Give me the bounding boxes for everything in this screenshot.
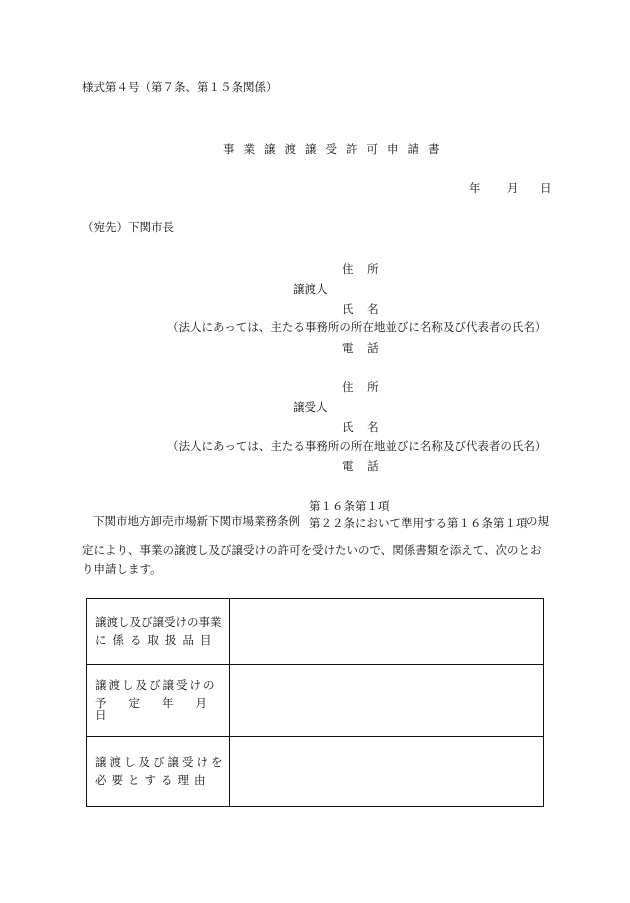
form-title: 事業譲渡譲受許可申請書 bbox=[223, 142, 449, 156]
transferor-role: 譲渡人 bbox=[293, 282, 328, 296]
row-value-items[interactable] bbox=[230, 599, 544, 665]
row-label-line: 譲渡し及び譲受けの事業 bbox=[95, 614, 222, 629]
addressee: （宛先）下関市長 bbox=[82, 220, 174, 234]
row-label-line: 予定年月日 bbox=[95, 696, 229, 722]
table-row-reason bbox=[87, 737, 544, 807]
transferor-address-label: 住 所 bbox=[342, 262, 384, 276]
paragraph-suffix: の規 bbox=[526, 514, 549, 528]
clause-upper: 第１６条第１項 bbox=[309, 499, 390, 513]
row-label-line: 譲渡し及び譲受けの bbox=[95, 677, 217, 692]
transferee-address-label: 住 所 bbox=[342, 380, 384, 394]
transferor-name-label: 氏 名 bbox=[342, 302, 384, 316]
transferee-role: 譲受人 bbox=[293, 400, 328, 414]
row-label-reason bbox=[87, 737, 230, 807]
transferee-phone-label: 電 話 bbox=[342, 459, 384, 473]
row-label-line: に係る取扱品目 bbox=[95, 633, 218, 647]
table-row-date bbox=[87, 665, 544, 737]
paragraph-line-2: 定により、事業の譲渡し及び譲受けの許可を受けたいので、関係書類を添えて、次のとお bbox=[82, 543, 542, 557]
row-label-date bbox=[87, 665, 230, 737]
transferor-note: （法人にあっては、主たる事務所の所在地並びに名称及び代表者の氏名） bbox=[167, 320, 547, 334]
transferee-note: （法人にあっては、主たる事務所の所在地並びに名称及び代表者の氏名） bbox=[167, 439, 547, 453]
date-year: 年 bbox=[469, 181, 481, 195]
row-label-line: 譲渡し及び譲受けを bbox=[95, 754, 226, 769]
table-row-items bbox=[87, 599, 544, 665]
row-label-line: 必要とする理由 bbox=[95, 773, 211, 787]
row-label-items bbox=[87, 599, 230, 665]
date-day: 日 bbox=[540, 181, 552, 195]
transferor-phone-label: 電 話 bbox=[342, 341, 384, 355]
form-number: 様式第４号（第７条、第１５条関係） bbox=[82, 80, 278, 94]
date-month: 月 bbox=[507, 181, 519, 195]
row-value-date[interactable] bbox=[230, 665, 544, 737]
application-details-table bbox=[86, 598, 544, 807]
row-value-reason[interactable] bbox=[230, 737, 544, 807]
ordinance-name: 下関市地方卸売市場新下関市場業務条例 bbox=[93, 514, 300, 528]
clause-lower: 第２２条において準用する第１６条第１項 bbox=[309, 516, 528, 530]
transferee-name-label: 氏 名 bbox=[342, 420, 384, 434]
paragraph-line-3: り申請します。 bbox=[82, 562, 162, 576]
